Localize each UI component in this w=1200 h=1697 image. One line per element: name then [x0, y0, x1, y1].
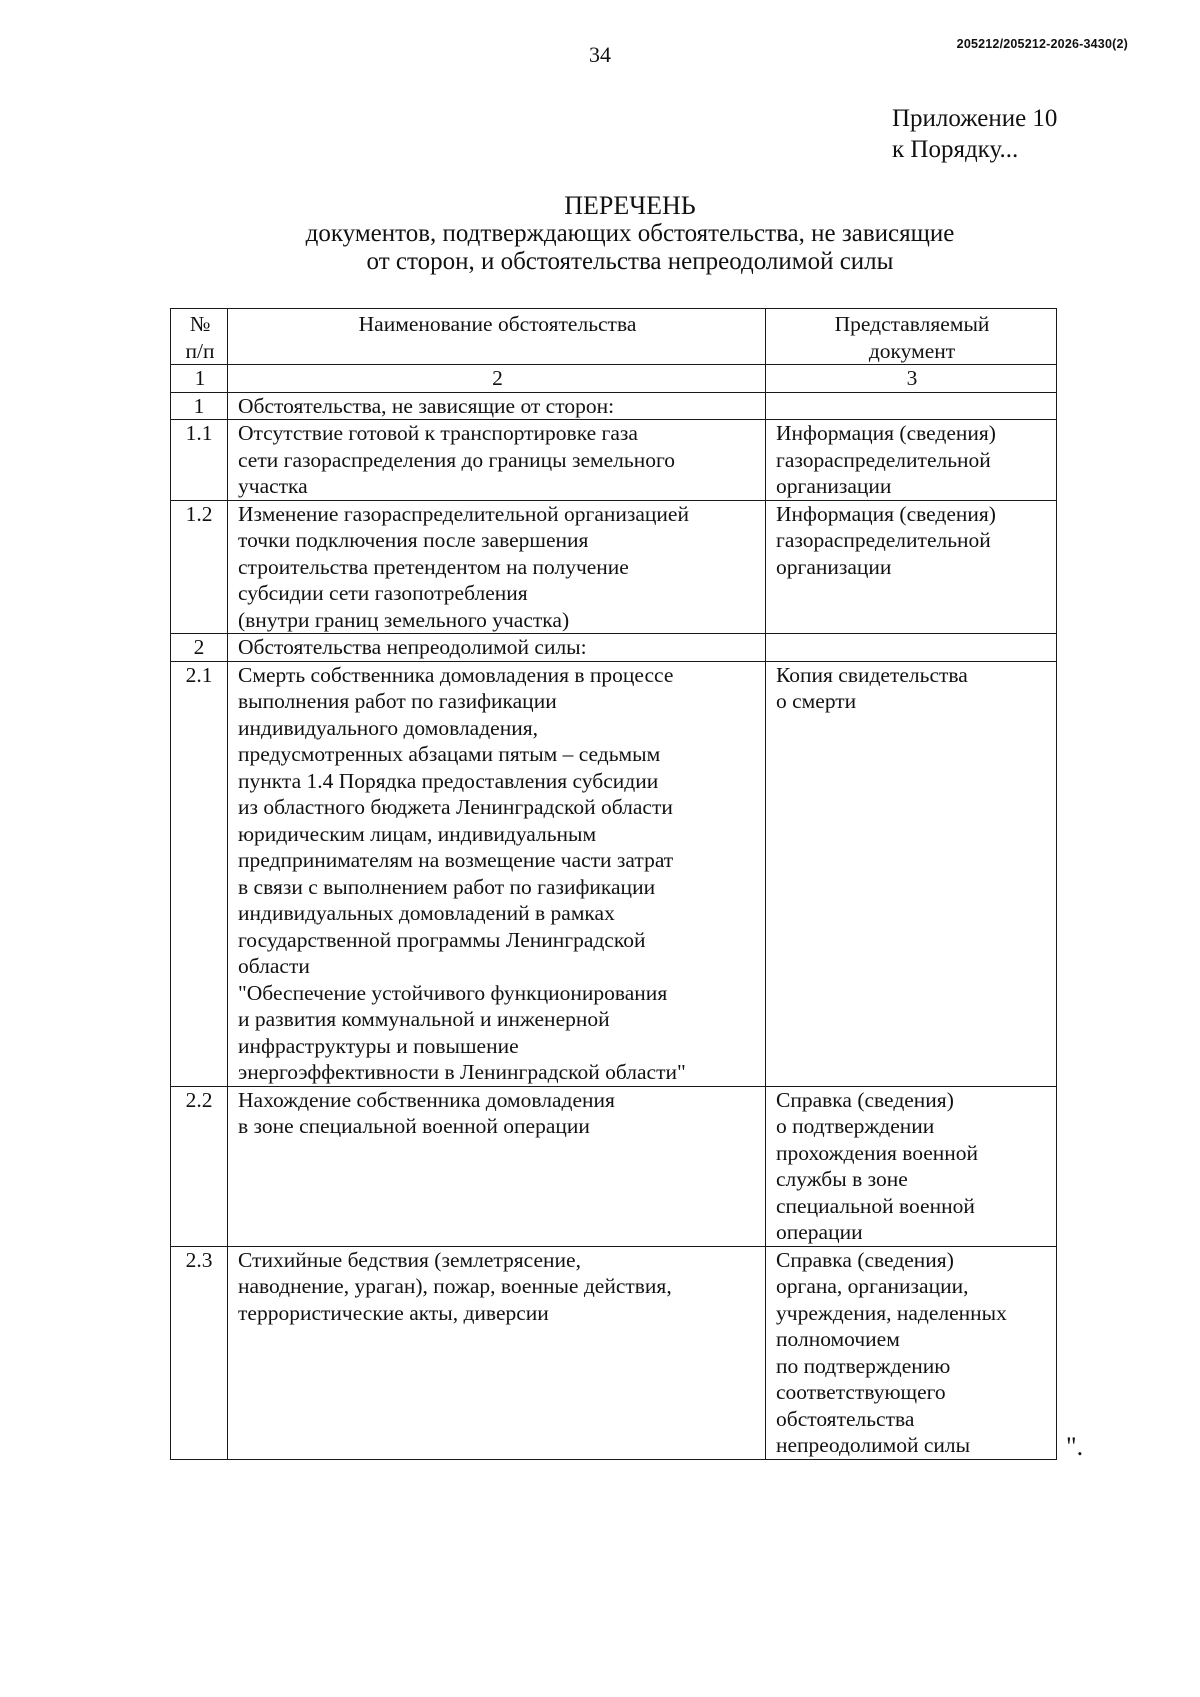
appendix-line-1: Приложение 10 [892, 105, 1058, 132]
appendix-reference [892, 103, 1057, 165]
circumstance-text-line: в зоне специальной военной операции [238, 1114, 590, 1138]
page-number: 34 [589, 42, 611, 67]
circumstance-text-line: строительства претендентом на получение [238, 554, 629, 579]
circumstance-cell [228, 661, 766, 1086]
row-number: 2.1 [171, 661, 228, 1086]
document-text-line: о смерти [776, 689, 857, 713]
circumstance-cell [228, 634, 766, 662]
circumstance-text-line: субсидии сети газопотребления [238, 581, 528, 605]
circumstance-text-line: юридическим лицам, индивидуальным [238, 821, 597, 846]
row-number: 2.3 [171, 1246, 228, 1459]
circumstance-text-line: выполнения работ по газификации [238, 689, 557, 713]
documents-table-container [170, 308, 1056, 1460]
circumstance-cell [228, 392, 766, 420]
circumstance-text-line: Стихийные бедствия (землетрясение, [238, 1247, 581, 1272]
document-title [180, 192, 1080, 276]
document-text-line: по подтверждению [776, 1353, 951, 1378]
document-cell [766, 661, 1057, 1086]
column-number: 3 [766, 365, 1057, 393]
document-text-line: обстоятельства [776, 1406, 915, 1431]
row-number: 2.2 [171, 1086, 228, 1246]
circumstance-text-line: Изменение газораспределительной организацией [238, 501, 689, 526]
circumstance-text-line: Отсутствие готовой к транспортировке газа [238, 421, 638, 445]
document-text-line: организации [776, 554, 892, 579]
row-number: 1.2 [171, 500, 228, 634]
circumstance-text-line: индивидуального домовладения, [238, 715, 538, 740]
table-row [171, 1086, 1057, 1246]
table-row [171, 661, 1057, 1086]
document-text-line: непреодолимой силы [776, 1433, 971, 1457]
column-numbers-row [171, 365, 1057, 393]
document-text-line: специальной военной [776, 1193, 975, 1218]
circumstance-text-line: Обстоятельства, не зависящие от сторон: [238, 393, 615, 418]
circumstance-text-line: государственной программы Ленинградской [238, 927, 646, 952]
circumstance-cell [228, 1246, 766, 1459]
document-cell [766, 1246, 1057, 1459]
title-line-2: от сторон, и обстоятельства непреодолимой силы [366, 248, 894, 275]
circumstance-text-line: области [238, 954, 310, 978]
table-row [171, 500, 1057, 634]
circumstance-text-line: сети газораспределения до границы земельного [238, 447, 676, 472]
closing-quote-mark: ". [1066, 1432, 1084, 1461]
document-text-line: газораспределительной [776, 528, 991, 552]
document-text-line: службы в зоне [776, 1167, 908, 1191]
table-row [171, 392, 1057, 420]
document-text-line: Копия свидетельства [776, 662, 968, 687]
circumstance-text-line: и развития коммунальной и инженерной [238, 1007, 610, 1031]
header-circumstance [228, 309, 766, 365]
document-text-line: организации [776, 474, 892, 498]
circumstance-text-line: точки подключения после завершения [238, 528, 589, 552]
circumstance-text-line: "Обеспечение устойчивого функционирования [238, 980, 668, 1005]
circumstance-text-line: участка [238, 474, 308, 498]
document-text-line: газораспределительной [776, 447, 991, 472]
circumstance-text-line: пункта 1.4 Порядка предоставления субсидии [238, 768, 659, 793]
circumstance-text-line: наводнение, ураган), пожар, военные действия, [238, 1274, 672, 1298]
circumstance-text-line: (внутри границ земельного участка) [238, 607, 570, 632]
document-cell [766, 420, 1057, 501]
document-cell [766, 1086, 1057, 1246]
circumstance-text-line: Нахождение собственника домовладения [238, 1087, 615, 1112]
circumstance-text-line: энергоэффективности в Ленинградской области" [238, 1060, 686, 1084]
header-document-line: Представляемый [834, 312, 990, 336]
document-text-line: о подтверждении [776, 1114, 935, 1138]
circumstance-text-line: Обстоятельства непреодолимой силы: [238, 635, 587, 659]
document-text-line: операции [776, 1220, 863, 1244]
circumstance-text-line: в связи с выполнением работ по газификации [238, 874, 656, 899]
table-header-row [171, 309, 1057, 365]
title-line-1: документов, подтверждающих обстоятельства, не зависящие [305, 220, 955, 247]
circumstance-text-line: предусмотренных абзацами пятым – седьмым [238, 742, 661, 766]
circumstance-cell [228, 500, 766, 634]
header-number-line: № [189, 312, 211, 336]
document-cell [766, 392, 1057, 420]
row-number: 1 [171, 392, 228, 420]
circumstance-text-line: предпринимателям на возмещение части затрат [238, 848, 674, 872]
header-circumstance-line: Наименование обстоятельства [358, 312, 637, 336]
circumstance-text-line: Смерть собственника домовладения в процессе [238, 662, 674, 687]
document-text-line: органа, организации, [776, 1274, 969, 1298]
table-row [171, 420, 1057, 501]
document-text-line: прохождения военной [776, 1140, 979, 1165]
circumstance-cell [228, 420, 766, 501]
document-code: 205212/205212-2026-3430(2) [956, 37, 1128, 51]
documents-table [170, 308, 1057, 1460]
circumstance-text-line: террористические акты, диверсии [238, 1300, 549, 1325]
circumstance-text-line: индивидуальных домовладений в рамках [238, 901, 615, 925]
circumstance-text-line: из областного бюджета Ленинградской области [238, 795, 673, 819]
document-text-line: Информация (сведения) [776, 501, 996, 526]
column-number: 1 [171, 365, 228, 393]
document-cell [766, 634, 1057, 662]
column-number: 2 [228, 365, 766, 393]
header-number [171, 309, 228, 365]
document-text-line: Информация (сведения) [776, 421, 996, 445]
circumstance-text-line: инфраструктуры и повышение [238, 1033, 519, 1058]
document-text-line: Справка (сведения) [776, 1087, 954, 1112]
circumstance-cell [228, 1086, 766, 1246]
document-text-line: учреждения, наделенных [776, 1300, 1007, 1325]
appendix-line-2: к Порядку... [892, 136, 1019, 163]
table-row [171, 634, 1057, 662]
document-cell [766, 500, 1057, 634]
document-text-line: Справка (сведения) [776, 1247, 954, 1272]
document-text-line: полномочием [776, 1327, 900, 1351]
header-number-line: п/п [185, 338, 215, 363]
title-main: ПЕРЕЧЕНЬ [564, 191, 696, 220]
table-row [171, 1246, 1057, 1459]
row-number: 1.1 [171, 420, 228, 501]
header-document [766, 309, 1057, 365]
document-text-line: соответствующего [776, 1380, 946, 1404]
row-number: 2 [171, 634, 228, 662]
header-document-line: документ [868, 338, 956, 363]
